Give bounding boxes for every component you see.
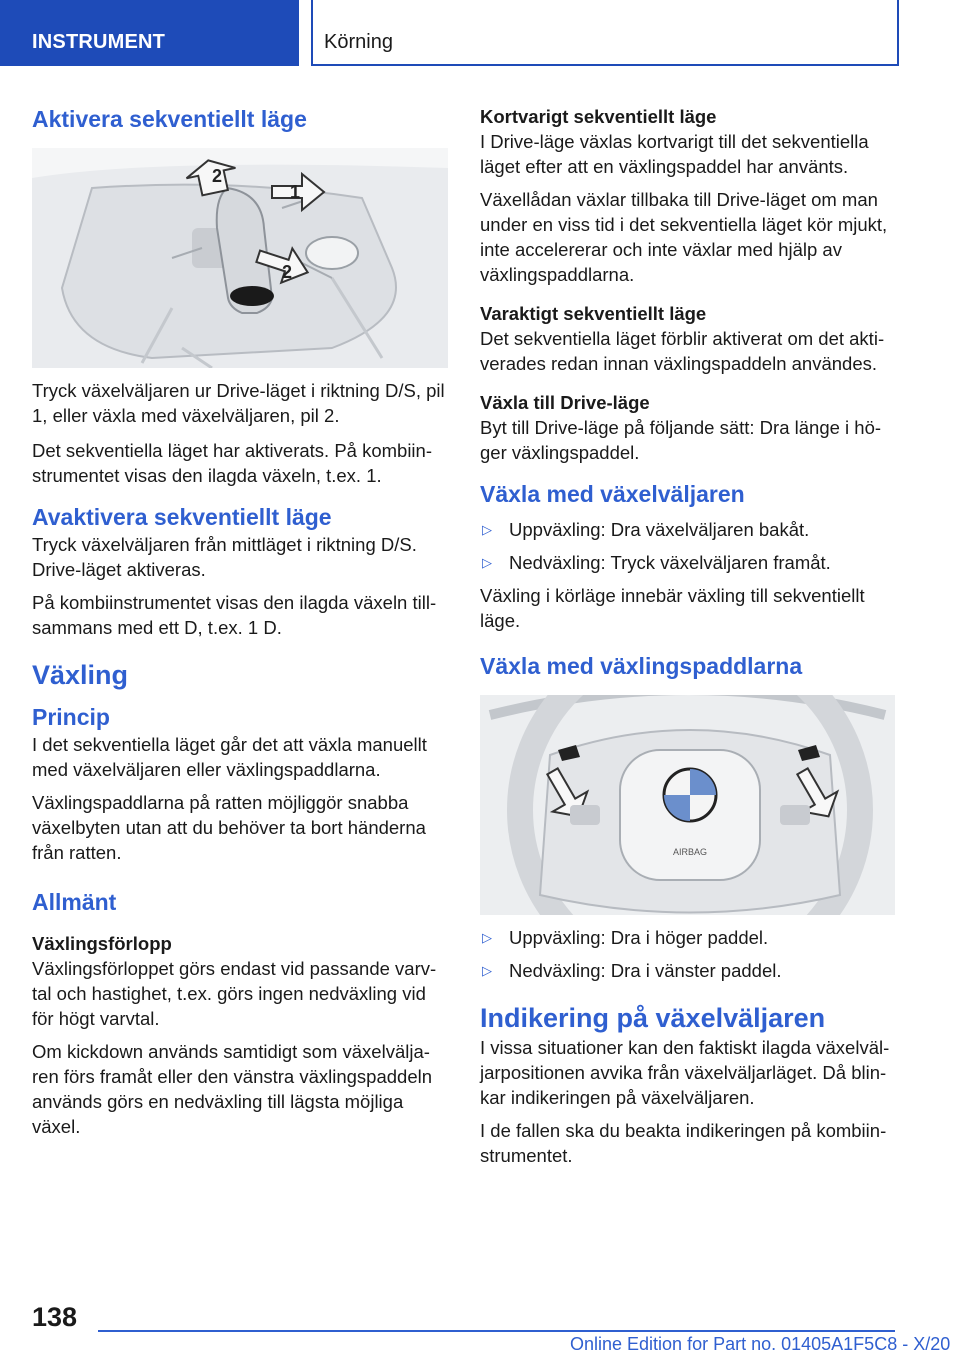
heading-activate: Aktivera sekventiellt läge bbox=[32, 106, 307, 132]
edition-text: Online Edition for Part no. 01405A1F5C8 - X/20 bbox=[570, 1334, 951, 1354]
heading-forlopp: Växlingsförlopp bbox=[32, 933, 172, 954]
heading-drive: Växla till Drive-läge bbox=[480, 392, 650, 413]
triangle-bullet-icon: ▷ bbox=[482, 555, 492, 570]
list-item bbox=[480, 517, 896, 542]
paragraph: Det sekventiella läget förblir aktiverat om det aktiverades redan innan växlingspaddeln användes. bbox=[480, 328, 885, 374]
list-item-text: Nedväxling: Tryck växelväljaren framåt. bbox=[509, 552, 831, 573]
left-column bbox=[32, 100, 448, 1139]
chapter-tab bbox=[311, 0, 899, 66]
list-item-text: Uppväxling: Dra i höger paddel. bbox=[509, 927, 769, 948]
list-item bbox=[480, 958, 896, 983]
triangle-bullet-icon: ▷ bbox=[482, 963, 492, 978]
paragraph: Byt till Drive-läge på följande sätt: Dra länge i höger växlingspaddel. bbox=[480, 417, 882, 463]
paragraph: Växlingspaddlarna på ratten möjliggör snabba växelbyten utan att du behöver ta bort händerna från ratten. bbox=[32, 792, 426, 863]
arrow-1-label: 1 bbox=[290, 182, 301, 202]
list-item-text: Nedväxling: Dra i vänster paddel. bbox=[509, 960, 782, 981]
heading-indikering: Indikering på växelväljaren bbox=[480, 1003, 826, 1033]
heading-kortvarigt: Kortvarigt sekventiellt läge bbox=[480, 106, 717, 127]
section-tab: INSTRUMENT bbox=[0, 0, 299, 66]
paragraph: På kombiinstrumentet visas den ilagda växeln tillsammans med ett D, t.ex. 1 D. bbox=[32, 592, 437, 638]
paragraph: I Drive-läge växlas kortvarigt till det sekventiella läget efter att en växlingspaddel har använts. bbox=[480, 131, 869, 177]
triangle-bullet-icon: ▷ bbox=[482, 522, 492, 537]
heading-vaxling: Växling bbox=[32, 660, 129, 690]
paragraph: I det sekventiella läget går det att växla manuellt med växelväljaren eller växlingspaddlarna. bbox=[32, 734, 427, 780]
right-column bbox=[480, 100, 896, 1168]
steering-wheel-illustration bbox=[480, 695, 895, 915]
list-item bbox=[480, 925, 896, 950]
paragraph: Växling i körläge innebär växling till sekventiellt läge. bbox=[480, 585, 865, 631]
arrow-2-label: 2 bbox=[212, 166, 223, 186]
paragraph: Det sekventiella läget har aktiverats. På kombiinstrumentet visas den ilagda växeln, t.ex. 1. bbox=[32, 440, 433, 486]
heading-varaktigt: Varaktigt sekventiellt läge bbox=[480, 303, 707, 324]
page-header bbox=[0, 0, 960, 66]
arrow-2b-label: 2 bbox=[282, 262, 293, 282]
heading-deactivate: Avaktivera sekventiellt läge bbox=[32, 504, 332, 530]
paragraph: Växlingsförloppet görs endast vid passande varvtal och hastighet, t.ex. görs ingen nedväxling vid för högt varvtal. bbox=[32, 958, 437, 1029]
footer-divider bbox=[98, 1330, 895, 1332]
airbag-label: AIRBAG bbox=[672, 847, 708, 857]
heading-princip: Princip bbox=[32, 704, 110, 730]
paragraph: Om kickdown används samtidigt som växelväljaren förs framåt eller den vänstra växlingspaddeln används görs en nedväxling till lägsta möjliga växel. bbox=[32, 1041, 433, 1137]
chapter-title: Körning bbox=[324, 31, 393, 53]
paragraph: Tryck växelväljaren ur Drive-läget i riktning D/S, pil 1, eller växla med växelväljaren, pil 2. bbox=[32, 380, 445, 426]
page-number: 138 bbox=[32, 1302, 78, 1332]
gear-selector-illustration bbox=[32, 148, 448, 368]
heading-paddlar: Växla med växlingspaddlarna bbox=[480, 653, 803, 679]
heading-vaxelvaljaren: Växla med växelväljaren bbox=[480, 481, 745, 507]
paragraph: Tryck växelväljaren från mittläget i riktning D/S. Drive-läget aktiveras. bbox=[32, 534, 417, 580]
list-item-text: Uppväxling: Dra växelväljaren bakåt. bbox=[509, 519, 810, 540]
heading-allmant: Allmänt bbox=[32, 889, 117, 915]
steering-wheel-drawing bbox=[480, 695, 895, 915]
list-item bbox=[480, 550, 896, 575]
paragraph: I de fallen ska du beakta indikeringen på kombiinstrumentet. bbox=[480, 1120, 887, 1166]
paragraph: I vissa situationer kan den faktiskt ilagda växelväljarpositionen avvika från växelväljarläget. Då blinkar indikeringen på växelväljaren. bbox=[480, 1037, 890, 1108]
triangle-bullet-icon: ▷ bbox=[482, 930, 492, 945]
paragraph: Växellådan växlar tillbaka till Drive-läget om man under en viss tid i det sekventiella läget kör mjukt, inte accelererar och inte växlar med hjälp av växlingspaddlarna. bbox=[480, 189, 888, 285]
gear-selector-drawing bbox=[32, 148, 448, 368]
